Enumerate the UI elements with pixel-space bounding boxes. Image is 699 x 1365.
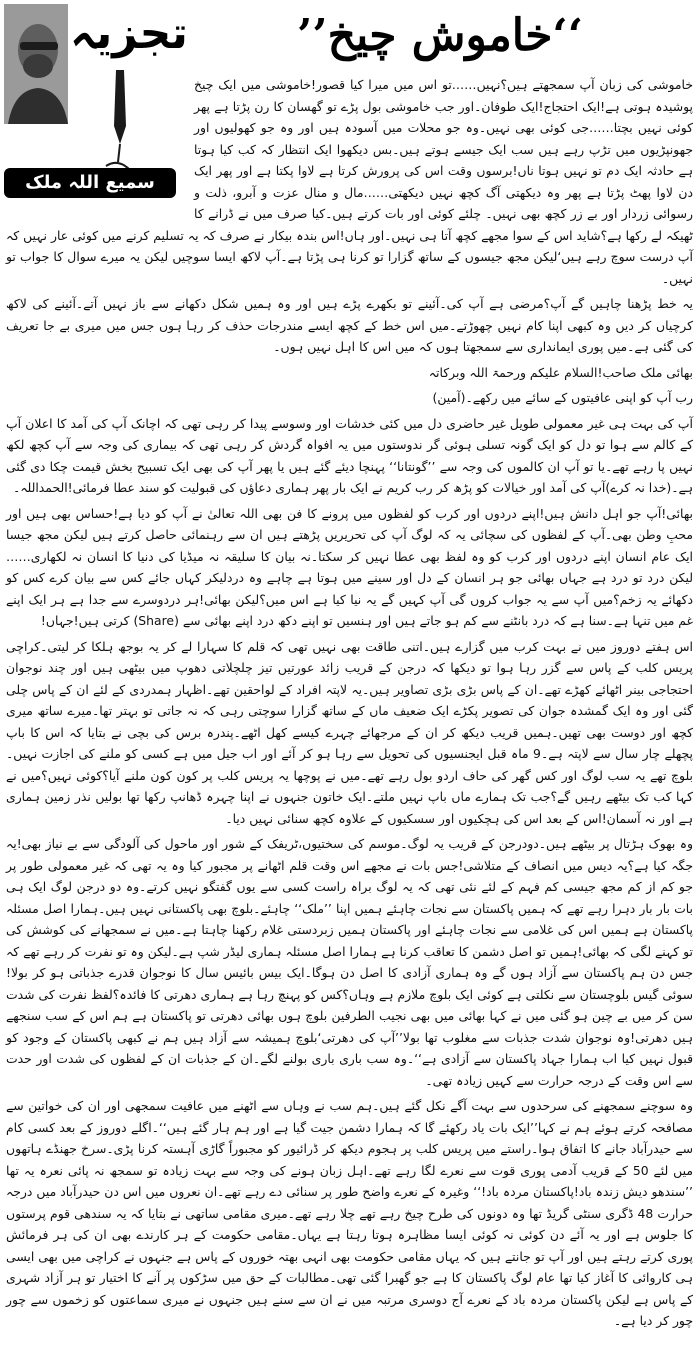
- article-body: [6, 74, 693, 1336]
- paragraph: وہ بھوک ہڑتال پر بیٹھے ہیں۔دودرجن کے قریب یہ لوگ۔موسم کی سختیوں،ٹریفک کے شور اور ماحول کی آلودگی سے بے نیاز بھی!یہ جگہ کیا ہے؟یہ دیس میں انصاف کے متلاشی!جس بات نے مجھے اس وقت قلم اٹھانے پر مجبور کیا وہ یہ تھی کہ غیر معمولی طور پر جو کم از کم مجھ جیسی کم فہم کے لئے نئی تھی کہ یہ لوگ براہ راست کسی سے یوں گفتگو نہیں کرتے۔وہ دو درجن لوگ ایک ہی بات بار بار دہرا رہے تھے کہ ہمیں پاکستان سے نجات چاہئے ہمیں اپنا ’’ملک‘‘ چاہئے۔بلوچ بھی پاکستانی نہیں ہیں۔ہمارا اصل مسئلہ پاکستان ہے ہمیں اس کی غلامی سے نجات چاہئے اور پاکستان ہمیں زبردستی غلام رکھنا چاہتا ہے۔میں نے سمجھانے کی کوشش کی تو کہنے لگی کہ بھائی!ہمیں تو اصل دشمن کا تعاقب کرنا ہے ہمارا اصل مسئلہ ہماری لیڈر شپ ہے۔لیکن وہ تو نفرت کر رہے تھے کہ جس دن ہم پاکستان سے آزاد ہوں گے وہ ہماری آزادی کا اصل دن ہوگا۔ایک بیس بائیس سال کا نوجوان قدرے جذباتی ہو کر بولا!سوئی گیس بلوچستان سے نکلتی ہے کوئی ایک بلوچ ملازم ہے وہاں؟کس کو پہنچ رہا ہے ہماری دھرتی کا فائدہ؟لفظ نفرت کی شدت سن کر میں بے چین ہو گئی میں نے کہا بھائی میں بھی نجیب الطرفین بلوچ ہوں بھائی دھرتی تو پاکستان ہے ہم اس کے سب سنجھے ہیں دھرتی!وہ نوجوان شدت جذبات سے مغلوب تھا بولا’’آپ کی دھرتی‘بلوچ ہمیشہ سے آزاد ہیں ہم نے کبھی پاکستان کے وجود کو قبول نہیں کیا اب ہمارا جہاد پاکستان سے آزادی ہے‘‘۔وہ سب باری باری بولنے لگے۔ان کے جذبات ان کے لفظوں کی شدت اور حدت سے اس وقت کے درجہ حرارت سے کہیں زیادہ تھی۔: [6, 836, 693, 1088]
- paragraph: وہ سوچنے سمجھنے کی سرحدوں سے بہت آگے نکل گئے ہیں۔ہم سب نے وہاں سے اٹھنے میں عافیت سمجھی اور ان کی خواتین سے مصافحہ کرتے ہوئے ہم نے کہا’’ایک بات یاد رکھئے گا کہ ہمارا دشمن جیت گیا ہے اور ہم ہار گئے ہیں‘‘۔اگلے دوروز کے بعد کسی کام سے حیدرآباد جانے کا اتفاق ہوا۔راستے میں پریس کلب پر ہجوم دیکھ کر ڈرائیور کو مجبوراً گاڑی آہستہ کرنا پڑی۔سرخ جھنڈے ہاتھوں میں لئے 50 کے قریب آدمی پوری قوت سے نعرے لگا رہے تھے۔اہل زبان ہونے کی وجہ سے بہت زیادہ تو سمجھ نہ پائی نعرہ یہ تھا ’’سندھو دیش زندہ باد!پاکستان مردہ باد!‘‘ وغیرہ کے نعرے واضح طور پر سنائی دے رہے تھے۔ان نعروں میں اس دن حیدرآباد میں درجہ حرارت 48 ڈگری سنٹی گریڈ تھا وہ دونوں کی طرح چیخ رہے تھے چلا رہے تھے۔میری مقامی ساتھی نے بتایا کہ یہ سندھی قوم پرستوں کا جلوس ہے اور یہ آئے دن کوئی نہ کوئی ایسا مظاہرہ ہوتا رہتا ہے یہاں۔مقامی حکومت کے ہر کارندے بھی ان کی ہر فرمائش پوری کرتے رہتے ہیں اور آپ تو جانتے ہیں کہ یہاں مقامی حکومت بھی انہی بھتہ خوروں کے پاس ہے جنہوں نے کراچی میں بھی ایسی ہی کاروائی کا آغاز کیا تھا عام لوگ پاکستان کا ہے جو گھبرا گئی تھی۔مطالبات کے حق میں سڑکوں پر آنے کا اختیار تو ہر آزاد شہری کے پاس ہے لیکن پاکستان مردہ باد کے نعرے آج دوسری مرتبہ میں نے ان سے سنے ہیں جنہوں نے میری سماعتوں کو زخموں سے چور چور کر دیا ہے۔: [6, 1098, 693, 1328]
- paragraph: آپ کی بہت ہی غیر معمولی طویل غیر حاضری دل میں کئی خدشات اور وسوسے پیدا کر رہی تھی کہ اچانک آپ کی آمد کا اعلان آپ کے کالم سے ہوا تو دل کو ایک گونہ تسلی ہوئی گر ندوستوں میں یہ افواہ گردش کر رہی تھی کہ بیماری کی وجہ سے آپ کچھ لکھ نہیں پا رہے تھے۔یا تو آپ ان کالموں کی وجہ سے ’’گونتانا‘‘ پہنچا دیئے گئے ہیں یا پھر آپ کی بھی ایک تسبیح بخش قیمت چکا دی گئی ہے۔(خدا نہ کرے)آپ کی آمد اور خیالات کو پڑھ کر رب کریم نے ایک بار پھر ہماری دعاؤں کی قبولیت کو سند عطا فرمائی!الحمداللہ۔: [6, 415, 693, 495]
- column-name: تجزیہ: [70, 8, 188, 59]
- paragraph: خاموشی کی زبان آپ سمجھتے ہیں؟نہیں……تو اس میں میرا کیا قصور!خاموشی میں ایک چیخ پوشیدہ ہوتی ہے!ایک احتجاج!ایک طوفان۔اور جب خاموشی بول پڑے تو گھسان کا رن پڑتا ہے پھر کوئی نہیں بچتا……جی کوئی بھی نہیں۔وہ جو محلات میں آسودہ ہیں اور وہ جو کھولیوں اور جھونپڑیوں میں تڑپ رہے ہیں سب ایک جیسے ہوتے ہیں۔بس دیکھوا ایک انتظار کہ کب کیا ہوتا ہے حادثہ ایک دم تو نہیں ہوتا ناں!برسوں وقت اس کی پرورش کرتا ہے لاوا پکتا ہے اور پھر ایک دن لاوا پھٹ پڑتا ہے پھر وہ دیکھتی آگ کچھ نہیں دیکھتی……مال و منال عزت و آبرو، ذلت و رسوائی زردار اور بے زر کچھ بھی نہیں۔ چلئے کوئی اور بات کرتے ہیں۔کیا صرف میں نے ڈرانے کا ٹھیکہ لے رکھا ہے؟شاید اس کے سوا مجھے کچھ آتا ہی نہیں۔اور ہاں!اس بندہ بیکار نے صرف کہ یہ تسلیم کرنے میں کوئی عار نہیں کہ آپ درست سوچ رہے ہیں‘لیکن مجھ جیسوں کے ساتھ گزارا تو کرنا ہی پڑتا ہے۔آپ لاکھ ایسا سوچیں لیکن یہ میرے سوال کا جواب تو نہیں۔: [6, 77, 693, 286]
- paragraph: رب آپ کو اپنی عافیتوں کے سائے میں رکھے۔(آمین): [432, 390, 693, 405]
- masthead-wrap-space: [14, 74, 194, 210]
- paragraph: بھائی!آپ جو اہل دانش ہیں!اپنے دردوں اور کرب کو لفظوں میں پرونے کا فن بھی اللہ تعالیٰ نے آپ کو دیا ہے!حساس بھی ہیں اور محبِ وطن بھی۔آپ کے لفظوں کی سچائی یہ کہ لوگ آپ کی تحریریں پڑھتے ہیں ان سے رہنمائی حاصل کرتے ہیں لیکن مجھ جیسا ایک عام انسان اپنے دردوں اور کرب کو وہ لفظ بھی عطا نہیں کر سکتا۔نہ بیان کا سلیقہ نہ میڈیا کی دنیا کا انسان نہ لکھاری……لیکن درد تو درد ہے جہاں بھائی جو ہر انسان کے دل اور سینے میں ہوتا ہے چاہے وہ دردلیکر کہاں جائے کس سے بیان کرے کس کو دکھائے یہ زخم؟میں آپ سے یہ جواب کروں گی آپ کہیں گے یہ نیا کیا ہے اس میں؟لیکن بھائی!ہر دردوسرے سے جدا ہے ہر ایک اپنے غم میں تنہا ہے۔سنا ہے کہ درد بانٹنے سے کم ہو جاتے ہیں اور ہنسیں تو اپنے دکھ درد اپنے بھائی سے (Share) کرتی ہیں!جہاں!: [6, 505, 693, 628]
- author-name: سمیع اللہ ملک: [25, 172, 155, 193]
- headline: ’’خاموش چیخ‘‘: [296, 10, 584, 61]
- paragraph: یہ خط پڑھنا چاہیں گے آپ؟مرضی ہے آپ کی۔آئینے تو بکھرے پڑے ہیں اور وہ ہمیں شکل دکھانے سے باز نہیں آتے۔آئینے کی لاکھ کرچیاں کر دیں وہ کبھی اپنا کام نہیں چھوڑتے۔میں اس خط کے کچھ ایسے مندرجات حذف کر رہا ہوں جس میں میری بے جا تعریف کی گئی ہے۔میں پوری ایمانداری سے سمجھتا ہوں کہ میں اس کا اہل نہیں ہوں۔: [6, 296, 693, 354]
- paragraph: اس ہفتے دوروز میں نے بہت کرب میں گزارے ہیں۔اتنی طاقت بھی نہیں تھی کہ قلم کا سہارا لے کر یہ بوجھ ہلکا کر لیتی۔کراچی پریس کلب کے پاس سے گزر رہا ہوا تو دیکھا کہ درجن کے قریب زائد عورتیں تیز چلچلاتی دھوپ میں بیٹھی ہیں اور چند نوجوان احتجاجی بینر اٹھائے کھڑے تھے۔ان کے پاس بڑی بڑی تصاویر ہیں۔یہ لاپتہ افراد کے لواحقین تھے۔اظہار ہمدردی کے لئے ان کے پاس چلی گئی اور وہ ایک گمشدہ جوان کی تصویر پکڑے ایک ضعیف ماں کے ساتھ گزارا سوچتی رہی کہ نہ جاتی تو بہتر تھا۔میرے ساتھ میری کچھ اور دوست بھی تھیں۔ہمیں قریب دیکھ کر ان کے مرجھائے چہرے کیسے کھل اٹھے۔پندرہ برس کی بچی نے بتایا کہ اس کا باپ پچھلے چار سال سے لاپتہ ہے۔9 ماہ قبل ایجنسیوں کی تحویل سے رہا ہو کر آئے اور اب جیل میں ہے کسی کو ملنے کی اجازت نہیں۔بلوچ تھے یہ سب لوگ اور کس گھر کی حاف اردو بول رہے تھے۔میں نے پوچھا یہ پریس کلب پر کون کون ملنے آیا؟کوئی نہیں؟میں نے کہا کب تک بیٹھے رہیں گے؟جب تک ہمارے ماں باپ نہیں ملتے۔ایک خاتون جنہوں نے اپنا چہرہ ڈھانپ رکھا تھا بولیں نذر زمین ہماری ہے اور نہ آسمان!اس کے بعد اس کی ہچکیوں اور سسکیوں کے علاوہ کچھ سنائی نہیں دیا۔: [6, 638, 693, 826]
- paragraph: بھائی ملک صاحب!السلام علیکم ورحمۃ اللہ وبرکاتہ: [428, 364, 693, 380]
